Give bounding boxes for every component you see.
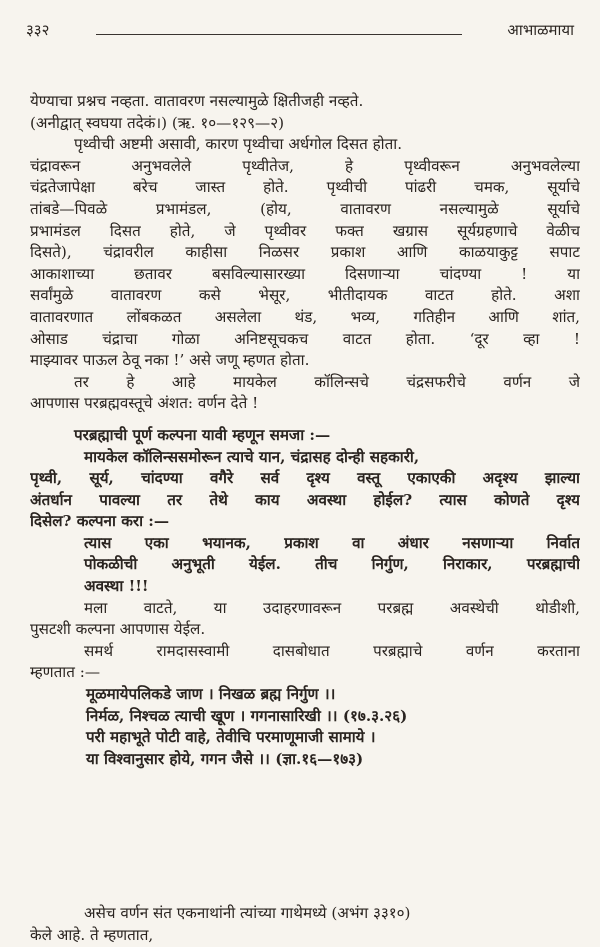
- verse-line: या विश्वानुसार होये, गगन जैसे ।। (ज्ञा.१६—१७३): [86, 749, 364, 768]
- page-number: ३३२: [26, 21, 50, 39]
- bold-line: त्यास एका भयानक, प्रकाश वा अंधार नसणाऱ्या निर्वात: [84, 533, 580, 552]
- text-line: आपणास परब्रह्मवस्तूचे अंशत: वर्णन देते !: [30, 394, 259, 413]
- verse-line: मूळमायेपलिकडे जाण । निखळ ब्रह्म निर्गुण ।।: [86, 685, 336, 704]
- header-rule: [96, 34, 462, 35]
- bold-heading: परब्रह्माची पूर्ण कल्पना यावी म्हणून समजा :—: [74, 425, 331, 444]
- bold-line: अंतर्धान पावल्या तर तेथे काय अवस्था होईल? त्यास कोणते दृश्य: [30, 490, 580, 509]
- text-line: माझ्यावर पाऊल ठेवू नका !’ असे जणू म्हणत होता.: [30, 351, 310, 370]
- text-line: दिसते), चंद्रावरील काहीसा निळसर प्रकाश आणि काळयाकुट्ट सपाट: [30, 243, 580, 262]
- page-header: [26, 20, 574, 44]
- paragraph-gap: [30, 415, 580, 425]
- text-line: तर हे आहे मायकेल कॉलिन्सचे चंद्रसफरीचे वर्णन जे: [74, 372, 580, 391]
- text-line: प्रभामंडल दिसत होते, जे पृथ्वीवर फक्त खग्रास सूर्यग्रहणाचे वेळीच: [30, 221, 580, 240]
- bold-line: अवस्था !!!: [84, 577, 149, 596]
- text-line: चंद्रतेजापेक्षा बरेच जास्त होते. पृथ्वीची पांढरी चमक, सूर्याचे: [30, 178, 580, 197]
- text-line: सर्वांमुळे वातावरण कसे भेसूर, भीतीदायक वाटत होते. अशा: [30, 286, 580, 305]
- cut-off-lines: [30, 903, 580, 946]
- text-line: चंद्रावरून अनुभवलेले पृथ्वीतेज, हे पृथ्वीवरून अनुभवलेल्या: [30, 156, 580, 175]
- bold-line: दिसेल? कल्पना करा :—: [30, 512, 170, 531]
- text-line: (अनीद्वात् स्वघया तदेकं।) (ऋ. १०—१२९—२): [30, 113, 285, 132]
- text-line: मला वाटते, या उदाहरणावरून परब्रह्म अवस्थेची थोडीशी,: [84, 598, 580, 617]
- text-line: आकाशाच्या छतावर बसविल्यासारख्या दिसणाऱ्या चांदण्या ! या: [30, 264, 580, 283]
- bold-line: मायकेल कॉलिन्ससमोरून त्याचे यान, चंद्रासह दोन्ही सहकारी,: [84, 447, 420, 466]
- running-title: आभाळमाया: [507, 21, 574, 39]
- text-line: पृथ्वीची अष्टमी असावी, कारण पृथ्वीचा अर्धगोल दिसत होता.: [74, 135, 403, 154]
- text-line: येण्याचा प्रश्नच नव्हता. वातावरण नसल्यामुळे क्षितीजही नव्हते.: [30, 92, 364, 110]
- text-line: तांबडे—पिवळे प्रभामंडल, (होय, वातावरण नसल्यामुळे सूर्याचे: [30, 199, 580, 218]
- text-line: वातावरणात लोंबकळत असलेला थंड, भव्य, गतिहीन आणि शांत,: [30, 307, 580, 326]
- bold-line: पोकळीची अनुभूती येईल. तीच निर्गुण, निराकार, परब्रह्माची: [84, 555, 580, 574]
- verse-line: परी महाभूते पोटी वाहे, तेवीचि परमाणूमाजी सामाये ।: [86, 728, 376, 747]
- text-line: असेच वर्णन संत एकनाथांनी त्यांच्या गाथेमध्ये (अभंग ३३१०): [84, 904, 411, 922]
- verse-line: निर्मळ, निश्चळ त्याची खूण । गगनासारिखी ।। (१७.३.२६): [86, 706, 408, 725]
- body-text: [30, 91, 580, 770]
- bold-line: पृथ्वी, सूर्य, चांदण्या वगैरे सर्व दृश्य वस्तू एकाएकी अदृश्य झाल्या: [30, 469, 580, 488]
- text-line: समर्थ रामदासस्वामी दासबोधात परब्रह्माचे वर्णन करताना: [84, 641, 580, 660]
- text-line: पुसटशी कल्पना आपणास येईल.: [30, 620, 206, 639]
- text-line: म्हणतात :—: [30, 663, 101, 682]
- text-line: ओसाड चंद्राचा गोळा अनिष्टसूचकच वाटत होता. ‘दूर व्हा !: [30, 329, 580, 348]
- text-line: केले आहे. ते म्हणतात,: [30, 925, 154, 944]
